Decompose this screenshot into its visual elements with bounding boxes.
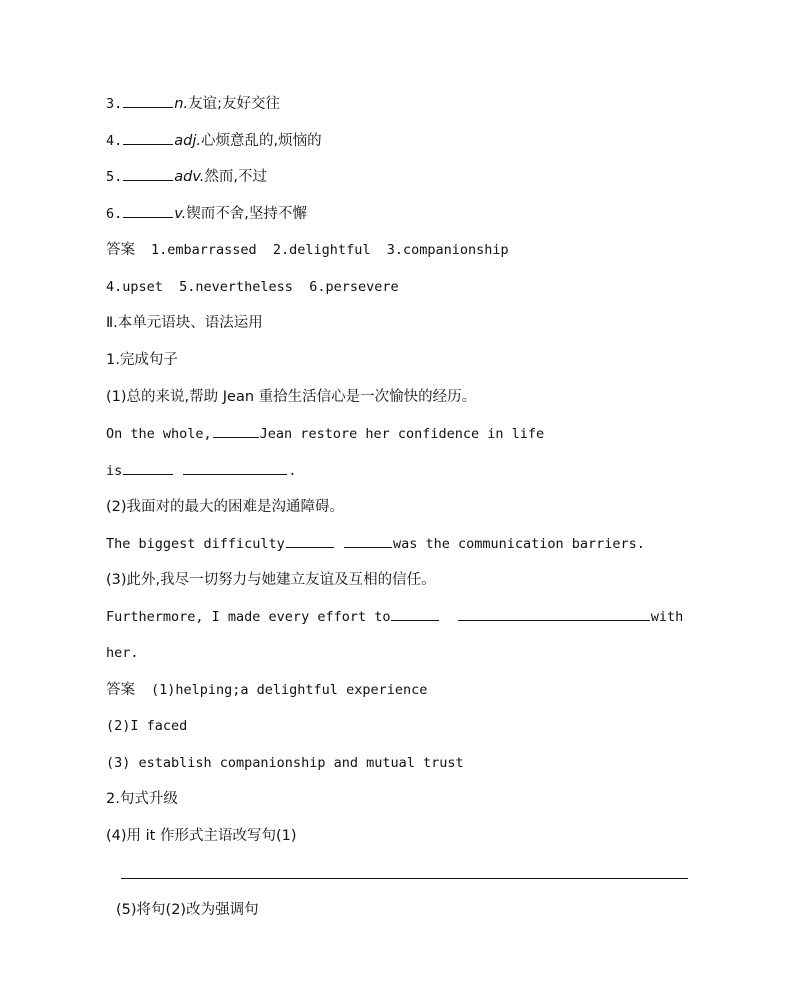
- vocab-item-3: [106, 93, 280, 114]
- answer-blank[interactable]: [123, 130, 173, 145]
- vocab-item-6: [106, 203, 307, 224]
- sentence-text: is: [106, 463, 123, 479]
- meaning: 心烦意乱的,烦恼的: [201, 133, 322, 149]
- part-of-speech: adv.: [174, 169, 205, 185]
- answer-blank[interactable]: [123, 203, 173, 218]
- answer-blank[interactable]: [286, 533, 334, 548]
- part-heading-1: 1.完成句子: [106, 352, 178, 368]
- question-1-chinese: (1)总的来说,帮助 Jean 重拾生活信心是一次愉快的经历。: [106, 389, 477, 405]
- sentence-text: with: [650, 609, 684, 625]
- question-3-english-line-2: her.: [106, 645, 139, 661]
- part-of-speech: n.: [174, 96, 189, 112]
- question-3-chinese: (3)此外,我尽一切努力与她建立友谊及互相的信任。: [106, 572, 436, 588]
- answer-blank[interactable]: [123, 460, 173, 475]
- vocab-item-5: [106, 166, 267, 187]
- item-number: 5.: [106, 169, 123, 185]
- answer-blank[interactable]: [391, 606, 439, 621]
- sentence-text: Jean restore her confidence in life: [259, 426, 545, 442]
- item-number: 6.: [106, 206, 123, 222]
- question-3-english-line-1: [106, 606, 683, 627]
- answer-label: 答案: [106, 682, 135, 698]
- answer-blank[interactable]: [123, 166, 173, 181]
- item-number: 4.: [106, 133, 123, 149]
- answer-writing-line[interactable]: [121, 878, 688, 879]
- meaning: 然而,不过: [204, 169, 267, 185]
- answer-line-1: [106, 680, 427, 700]
- answer-line-2: (2)I faced: [106, 718, 188, 734]
- sentence-text: The biggest difficulty: [106, 536, 285, 552]
- answer-text: 1.embarrassed 2.delightful 3.companionship: [151, 242, 509, 258]
- answer-text: 4.upset 5.nevertheless 6.persevere: [106, 279, 399, 295]
- answer-blank[interactable]: [344, 533, 392, 548]
- answer-blank[interactable]: [123, 93, 173, 108]
- section-heading: Ⅱ.本单元语块、语法运用: [106, 315, 263, 331]
- question-2-chinese: (2)我面对的最大的困难是沟通障碍。: [106, 499, 345, 515]
- vocab-item-4: [106, 130, 322, 151]
- item-number: 3.: [106, 96, 123, 112]
- sentence-text: was the communication barriers.: [392, 536, 645, 552]
- answer-blank[interactable]: [183, 460, 287, 475]
- question-4: (4)用 it 作形式主语改写句(1): [106, 828, 297, 844]
- meaning: 友谊;友好交往: [188, 96, 280, 112]
- part-of-speech: adj.: [174, 133, 201, 149]
- answer-label: 答案: [106, 242, 135, 258]
- vocab-answer-line-1: [106, 240, 509, 260]
- sentence-text: Furthermore, I made every effort to: [106, 609, 391, 625]
- part-heading-2: 2.句式升级: [106, 791, 178, 807]
- question-2-english: [106, 533, 645, 554]
- question-5: (5)将句(2)改为强调句: [116, 902, 259, 918]
- meaning: 锲而不舍,坚持不懈: [186, 206, 307, 222]
- question-1-english-line-1: [106, 423, 544, 444]
- answer-blank[interactable]: [458, 606, 650, 621]
- sentence-text: .: [288, 463, 297, 479]
- answer-text: (1)helping;a delightful experience: [151, 682, 428, 698]
- question-1-english-line-2: [106, 460, 297, 481]
- sentence-text: On the whole,: [106, 426, 212, 442]
- part-of-speech: v.: [174, 206, 187, 222]
- answer-blank[interactable]: [213, 423, 259, 438]
- vocab-answer-line-2: [106, 277, 399, 297]
- answer-line-3: (3) establish companionship and mutual trust: [106, 755, 464, 771]
